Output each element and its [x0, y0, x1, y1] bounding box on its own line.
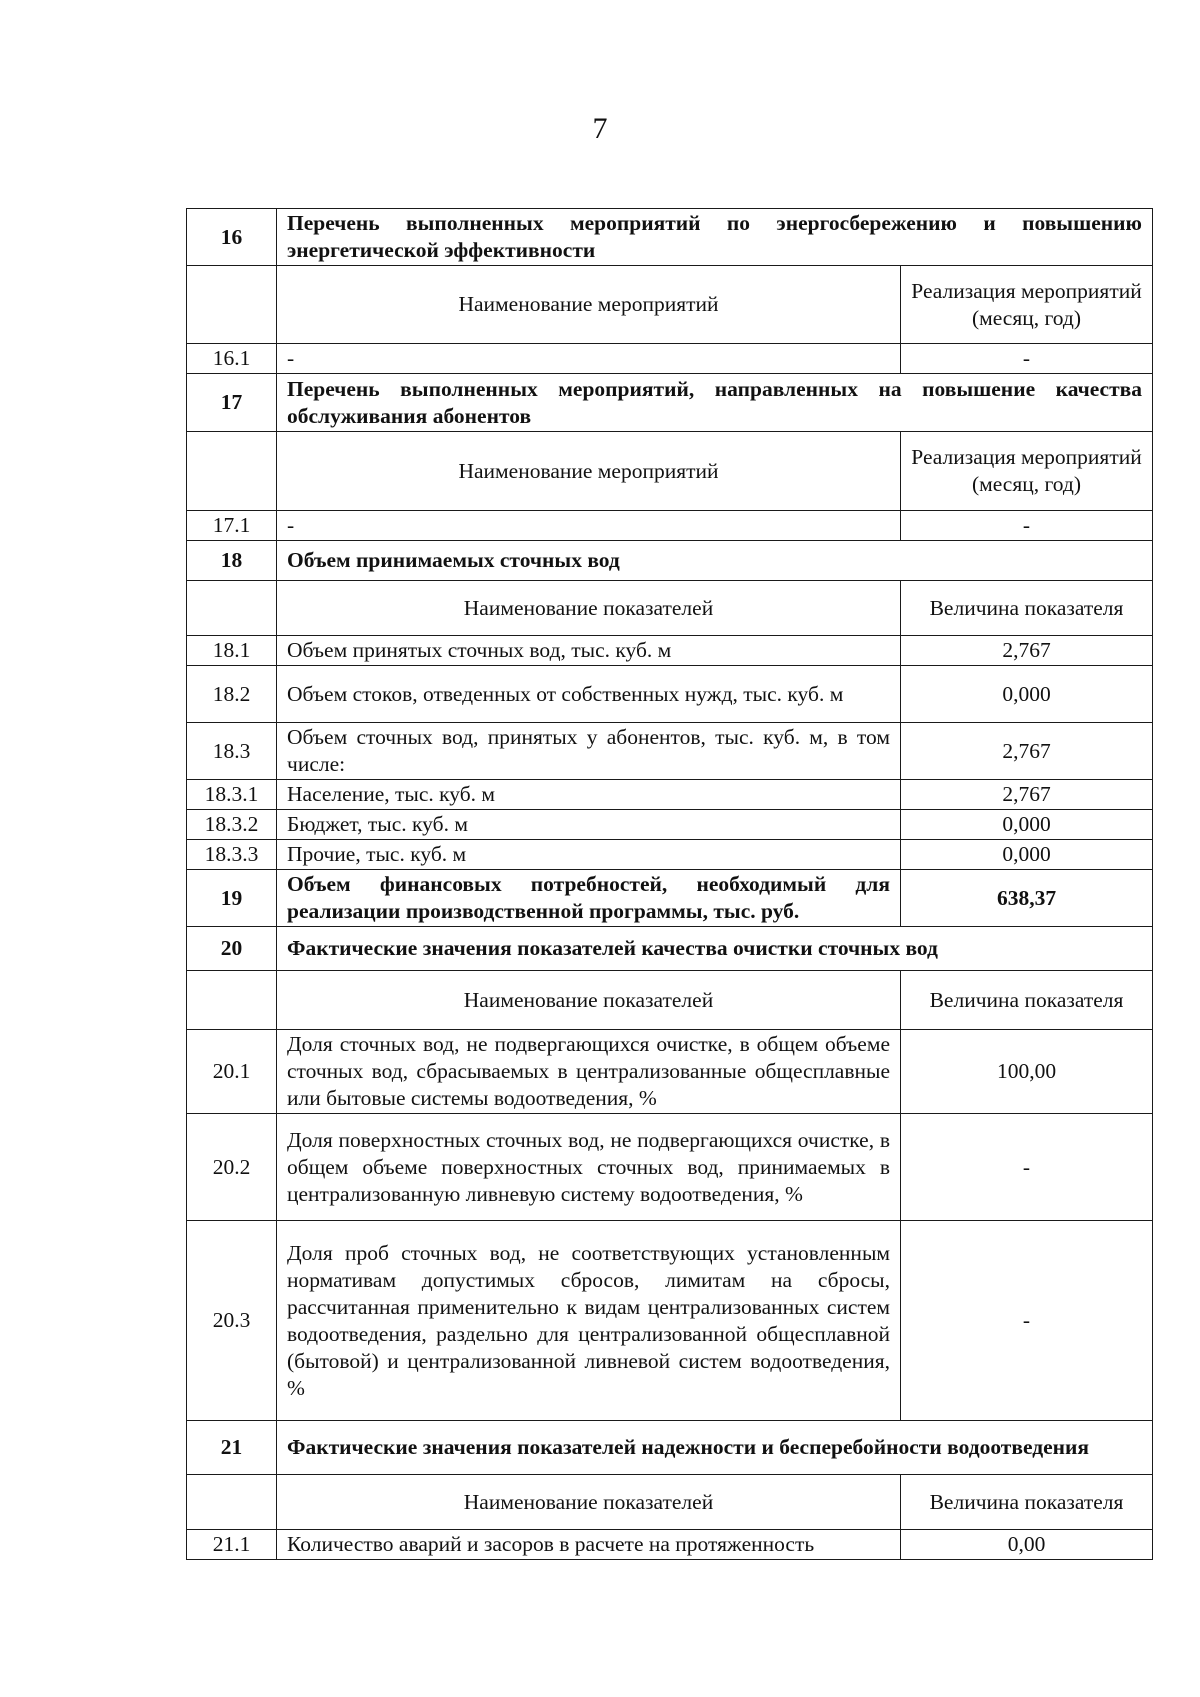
empty-cell [187, 266, 277, 344]
section-row [187, 209, 1153, 266]
section-title: Перечень выполненных мероприятий, направленных на повышение качества обслуживания абонентов [277, 374, 1153, 432]
section-title: Перечень выполненных мероприятий по энергосбережению и повышению энергетической эффективности [277, 209, 1153, 266]
row-value: 0,000 [901, 840, 1153, 870]
row-description: Объем сточных вод, принятых у абонентов, тыс. куб. м, в том числе: [277, 723, 901, 780]
row-description: Доля поверхностных сточных вод, не подвергающихся очистке, в общем объеме поверхностных сточных вод, принимаемых в централизованную ливневую систему водоотведения, % [277, 1114, 901, 1221]
section-number: 18 [187, 541, 277, 581]
row-number: 20.2 [187, 1114, 277, 1221]
row-number: 18.3.3 [187, 840, 277, 870]
row-value: - [901, 1221, 1153, 1421]
row-description: Доля проб сточных вод, не соответствующих установленным нормативам допустимых сбросов, лимитам на сбросы, рассчитанная применительно к видам централизованных систем водоотведения, раздельно для централизованной общесплавной (бытовой) и централизованной ливневой систем водоотведения, % [277, 1221, 901, 1421]
empty-cell [187, 581, 277, 636]
section-number: 20 [187, 927, 277, 971]
row-description: Объем принятых сточных вод, тыс. куб. м [277, 636, 901, 666]
row-number: 21.1 [187, 1530, 277, 1560]
row-description: Доля сточных вод, не подвергающихся очистке, в общем объеме сточных вод, сбрасываемых в централизованные общесплавные или бытовые системы водоотведения, % [277, 1030, 901, 1114]
empty-cell [187, 1475, 277, 1530]
row-description: - [277, 511, 901, 541]
row-number: 18.3.1 [187, 780, 277, 810]
column-header-name: Наименование показателей [277, 581, 901, 636]
column-header-value: Реализация мероприятий (месяц, год) [901, 266, 1153, 344]
section-row [187, 1421, 1153, 1475]
section-title: Фактические значения показателей надежности и бесперебойности водоотведения [277, 1421, 1153, 1475]
empty-cell [187, 971, 277, 1030]
row-description: Объем финансовых потребностей, необходимый для реализации производственной программы, тыс. руб. [277, 870, 901, 927]
row-value: 0,000 [901, 666, 1153, 723]
table-row [187, 1030, 1153, 1114]
row-description: Бюджет, тыс. куб. м [277, 810, 901, 840]
section-row [187, 541, 1153, 581]
column-header-value: Величина показателя [901, 581, 1153, 636]
row-number: 18.1 [187, 636, 277, 666]
column-header-row [187, 581, 1153, 636]
row-value: 2,767 [901, 723, 1153, 780]
empty-cell [187, 432, 277, 511]
page-number: 7 [592, 112, 608, 145]
column-header-name: Наименование мероприятий [277, 432, 901, 511]
column-header-row [187, 432, 1153, 511]
row-number: 20.1 [187, 1030, 277, 1114]
section-number: 16 [187, 209, 277, 266]
column-header-row [187, 971, 1153, 1030]
table-row [187, 1530, 1153, 1560]
table-row [187, 840, 1153, 870]
column-header-value: Величина показателя [901, 971, 1153, 1030]
row-number: 17.1 [187, 511, 277, 541]
section-row [187, 374, 1153, 432]
table-row [187, 344, 1153, 374]
table-row [187, 780, 1153, 810]
row-value: 0,00 [901, 1530, 1153, 1560]
row-number: 18.2 [187, 666, 277, 723]
section-number: 21 [187, 1421, 277, 1475]
row-value: - [901, 1114, 1153, 1221]
table-row [187, 810, 1153, 840]
column-header-name: Наименование мероприятий [277, 266, 901, 344]
row-description: Население, тыс. куб. м [277, 780, 901, 810]
row-number: 18.3 [187, 723, 277, 780]
column-header-name: Наименование показателей [277, 971, 901, 1030]
row-value: 638,37 [901, 870, 1153, 927]
section-title: Объем принимаемых сточных вод [277, 541, 1153, 581]
column-header-name: Наименование показателей [277, 1475, 901, 1530]
table-row [187, 1114, 1153, 1221]
row-number: 20.3 [187, 1221, 277, 1421]
row-description: Прочие, тыс. куб. м [277, 840, 901, 870]
table-row [187, 511, 1153, 541]
row-description: Количество аварий и засоров в расчете на протяженность [277, 1530, 901, 1560]
row-description: Объем стоков, отведенных от собственных нужд, тыс. куб. м [277, 666, 901, 723]
row-value: - [901, 511, 1153, 541]
row-value: 100,00 [901, 1030, 1153, 1114]
section-row [187, 927, 1153, 971]
program-table [186, 208, 1153, 1560]
row-value: 2,767 [901, 780, 1153, 810]
table-row [187, 1221, 1153, 1421]
row-value: - [901, 344, 1153, 374]
column-header-value: Реализация мероприятий (месяц, год) [901, 432, 1153, 511]
row-description: - [277, 344, 901, 374]
section-title: Фактические значения показателей качества очистки сточных вод [277, 927, 1153, 971]
table-row [187, 636, 1153, 666]
table-row [187, 666, 1153, 723]
row-number: 18.3.2 [187, 810, 277, 840]
column-header-value: Величина показателя [901, 1475, 1153, 1530]
column-header-row [187, 1475, 1153, 1530]
table-row [187, 723, 1153, 780]
row-number: 16.1 [187, 344, 277, 374]
row-value: 0,000 [901, 810, 1153, 840]
total-row [187, 870, 1153, 927]
row-number: 19 [187, 870, 277, 927]
row-value: 2,767 [901, 636, 1153, 666]
section-number: 17 [187, 374, 277, 432]
column-header-row [187, 266, 1153, 344]
